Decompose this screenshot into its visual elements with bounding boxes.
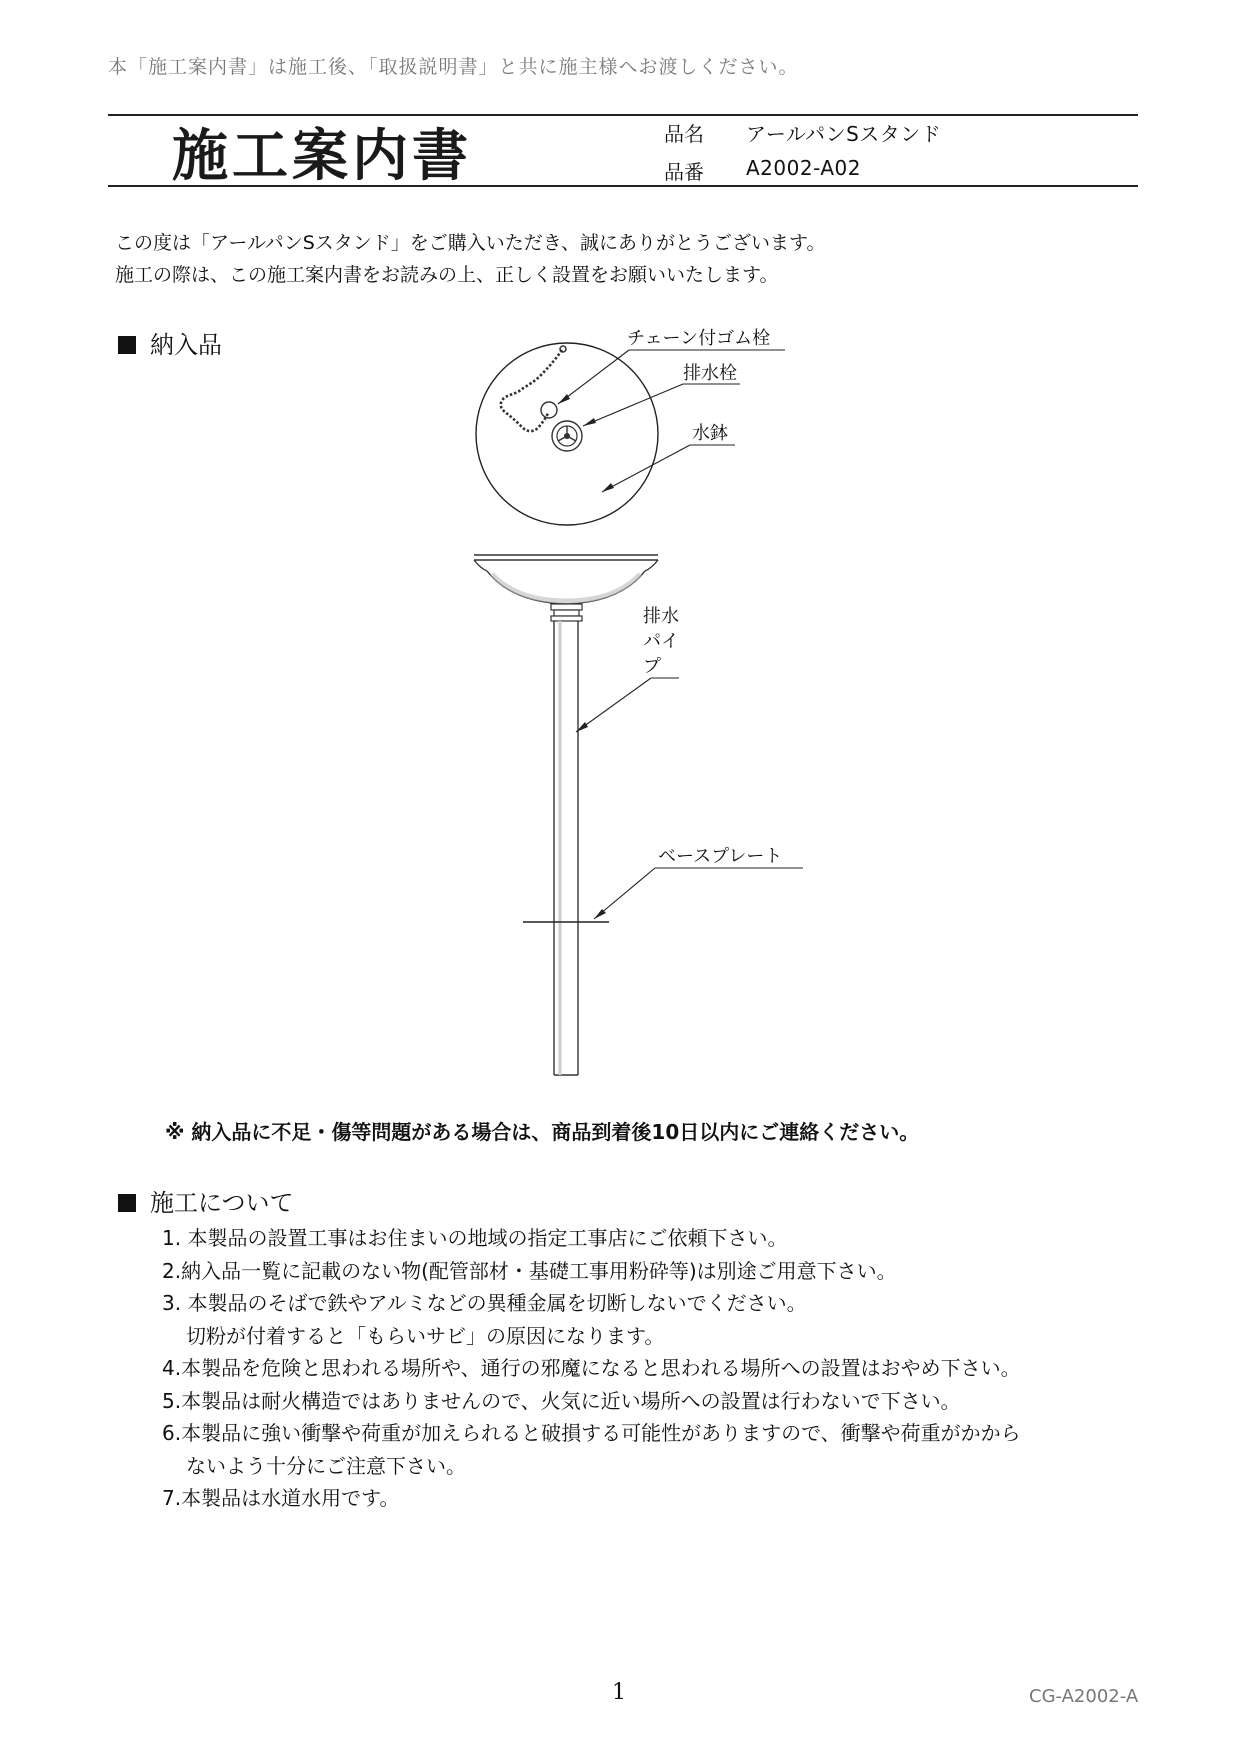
chain-icon: [501, 350, 562, 431]
intro-line-1: この度は「アールパンSスタンド」をご購入いただき、誠にありがとうございます。: [115, 232, 826, 254]
product-name-value: アールパンSスタンド: [746, 122, 942, 146]
label-chain-plug: チェーン付ゴム栓: [627, 328, 771, 349]
chain-ring-icon: [560, 346, 566, 352]
drain-plug-icon: [552, 421, 582, 451]
label-base-plate: ベースプレート: [658, 846, 783, 867]
note-item-continued: 切粉が付着すると「もらいサビ」の原因になります。: [186, 1323, 665, 1348]
label-drain-pipe-2: パイ: [643, 631, 679, 652]
section-heading-install: [118, 1183, 294, 1218]
document-title: 施工案内書: [172, 124, 472, 189]
intro-line-2: 施工の際は、この施工案内書をお読みの上、正しく設置をお願いいたします。: [115, 264, 779, 286]
drain-fitting: [551, 604, 582, 621]
label-drain-plug: 排水栓: [683, 363, 737, 384]
note-item: 5.本製品は耐火構造ではありませんので、火気に近い場所への設置は行わないで下さい。: [162, 1388, 961, 1413]
label-drain-pipe-3: プ: [643, 656, 661, 677]
product-number-value: A2002-A02: [746, 156, 861, 180]
caution-note: ※ 納入品に不足・傷等問題がある場合は、商品到着後10日以内にご連絡ください。: [165, 1120, 920, 1144]
rubber-plug-icon: [541, 402, 557, 418]
side-leader-arrowheads: [576, 722, 606, 919]
note-item: 4.本製品を危険と思われる場所や、通行の邪魔になると思われる場所への設置はおやめ下さい。: [162, 1356, 1021, 1380]
note-item: 3. 本製品のそばで鉄やアルミなどの異種金属を切断しないでください。: [162, 1291, 807, 1315]
note-item-continued: ないよう十分にご注意下さい。: [186, 1453, 466, 1478]
product-name-label: 品名: [664, 122, 704, 146]
header-note: 本「施工案内書」は施工後、「取扱説明書」と共に施主様へお渡しください。: [108, 56, 799, 78]
label-basin: 水鉢: [692, 423, 728, 444]
product-number-label: 品番: [664, 160, 704, 184]
note-item: 6.本製品に強い衝撃や荷重が加えられると破損する可能性がありますので、衝撃や荷重がかから: [162, 1421, 1021, 1445]
label-drain-pipe-1: 排水: [643, 606, 679, 627]
side-view-leaders: [576, 678, 803, 919]
drain-pipe: [554, 621, 578, 1075]
section-heading-install-label: 施工について: [150, 1189, 294, 1217]
leader-arrowheads: [558, 394, 614, 492]
note-item: 2.納入品一覧に記載のない物(配管部材・基礎工事用粉砕等)は別途ご用意下さい。: [162, 1258, 897, 1283]
note-item: 1. 本製品の設置工事はお住まいの地域の指定工事店にご依頼下さい。: [162, 1226, 788, 1250]
basin-side-view: [474, 555, 658, 604]
section-heading-contents-label: 納入品: [150, 331, 222, 359]
note-item: 7.本製品は水道水用です。: [162, 1486, 400, 1510]
document-code: CG-A2002-A: [1029, 1686, 1139, 1707]
square-bullet-icon: [118, 1194, 136, 1212]
install-notes-list: [162, 1222, 1021, 1515]
page-number: 1: [612, 1680, 626, 1705]
